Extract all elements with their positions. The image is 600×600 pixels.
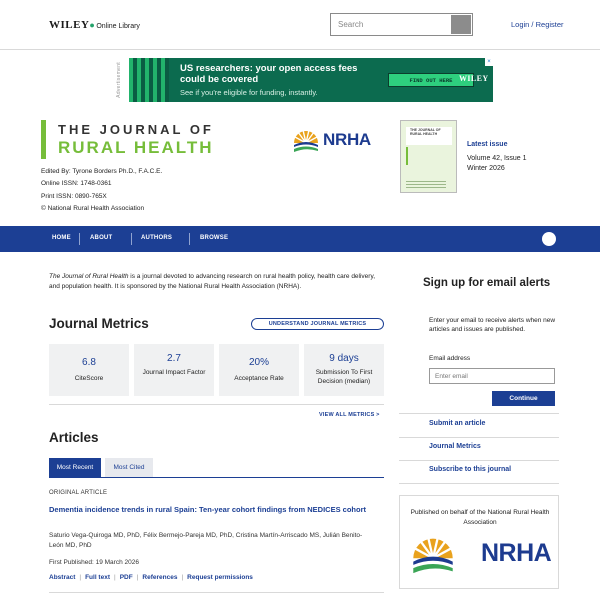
intro-text: is a journal devoted to advancing research on rural health policy, health care delivery, and population health. It is sponsored by the National Rural Health Association (NRHA). xyxy=(49,273,376,290)
nrha-logo-text: NRHA xyxy=(323,130,371,149)
nrha-big-logo-text[interactable]: NRHA xyxy=(481,539,552,567)
metric-card-citescore xyxy=(49,344,129,396)
journal-intro xyxy=(49,272,384,292)
journal-title-bar xyxy=(41,120,46,159)
tab-most-recent[interactable]: Most Recent xyxy=(49,458,101,477)
cover-title-text: THE JOURNAL OF RURAL HEALTH xyxy=(410,128,441,136)
link-separator: | xyxy=(114,574,116,581)
metric-card-impact-factor xyxy=(134,344,214,396)
published-on-behalf-box xyxy=(399,495,559,589)
cover-line xyxy=(406,184,446,185)
journal-metrics-heading: Journal Metrics xyxy=(49,316,149,331)
article-permissions-link[interactable]: Request permissions xyxy=(187,574,253,581)
metric-card-decision-time xyxy=(304,344,384,396)
article-divider xyxy=(49,592,384,593)
article-fulltext-link[interactable]: Full text xyxy=(85,574,110,581)
article-type: ORIGINAL ARTICLE xyxy=(49,490,108,496)
ad-subline: See if you're eligible for funding, instantly. xyxy=(180,88,318,97)
article-pdf-link[interactable]: PDF xyxy=(119,574,133,581)
cover-line xyxy=(406,181,446,182)
continue-button[interactable]: Continue xyxy=(492,391,555,406)
article-authors: Saturio Vega-Quiroga MD, PhD, Félix Bermejo-Pareja MD, PhD, Cristina Martín-Arriscado MS, Julián Benito-León MD, PhD xyxy=(49,532,363,549)
cover-accent-bar xyxy=(406,147,408,165)
logo-sub-text: Online Library xyxy=(96,23,140,30)
main-nav xyxy=(0,226,600,252)
journal-title-line2: RURAL HEALTH xyxy=(58,138,214,157)
metric-label: Acceptance Rate xyxy=(234,375,284,382)
ad-headline: US researchers: your open access fees could be covered xyxy=(180,63,358,85)
article-links xyxy=(49,574,257,581)
nav-menu-toggle-icon[interactable] xyxy=(542,232,556,246)
article-title-link[interactable]: Dementia incidence trends in rural Spain: Ten-year cohort findings from NEDICES cohort xyxy=(49,505,366,514)
metric-value: 2.7 xyxy=(167,353,181,364)
email-alerts-heading: Sign up for email alerts xyxy=(423,277,551,289)
top-header xyxy=(0,0,600,50)
nav-about[interactable]: ABOUT xyxy=(90,235,113,241)
nrha-logo[interactable] xyxy=(292,126,374,156)
metric-value: 9 days xyxy=(329,353,359,364)
nrha-sun-icon xyxy=(410,532,456,578)
link-separator: | xyxy=(181,574,184,581)
cover-line xyxy=(406,187,446,188)
nav-authors[interactable]: AUTHORS xyxy=(141,235,173,241)
journal-cover-image[interactable] xyxy=(400,120,457,193)
ad-close-icon[interactable]: × xyxy=(485,58,493,66)
logo-main-text: WILEY xyxy=(49,19,90,31)
ad-cta-button[interactable]: FIND OUT HERE xyxy=(388,73,474,87)
submit-article-link[interactable]: Submit an article xyxy=(429,420,486,427)
tab-underline xyxy=(49,477,384,478)
tab-most-cited[interactable]: Most Cited xyxy=(105,458,153,477)
article-published-date: First Published: 19 March 2026 xyxy=(49,559,139,566)
nav-separator xyxy=(189,233,190,245)
sidebar-divider xyxy=(399,437,559,438)
search-button[interactable] xyxy=(451,15,471,34)
view-all-metrics-link[interactable]: VIEW ALL METRICS > xyxy=(319,412,380,418)
article-abstract-link[interactable]: Abstract xyxy=(49,574,76,581)
sidebar-divider xyxy=(399,460,559,461)
search-input[interactable] xyxy=(331,14,452,35)
volume-issue: Volume 42, Issue 1 xyxy=(467,155,527,162)
metric-card-acceptance-rate xyxy=(219,344,299,396)
journal-editor: Edited By: Tyrone Borders Ph.D., F.A.C.E. xyxy=(41,168,163,175)
metric-label: Submission To First Decision (median) xyxy=(315,369,373,385)
link-separator: | xyxy=(79,574,82,581)
nav-separator xyxy=(131,233,132,245)
understand-metrics-button[interactable]: UNDERSTAND JOURNAL METRICS xyxy=(251,318,384,330)
email-alerts-description: Enter your email to receive alerts when new articles and issues are published. xyxy=(429,317,556,333)
ad-label: Advertisement xyxy=(116,62,122,98)
link-separator: | xyxy=(136,574,139,581)
online-issn: Online ISSN: 1748-0361 xyxy=(41,180,112,187)
latest-issue-link[interactable]: Latest issue xyxy=(467,141,508,148)
subscribe-link[interactable]: Subscribe to this journal xyxy=(429,466,512,473)
metric-value: 6.8 xyxy=(82,357,96,368)
intro-journal-name: The Journal of Rural Health xyxy=(49,273,129,280)
email-input[interactable] xyxy=(429,368,555,384)
sidebar-divider xyxy=(399,413,559,414)
login-register-link[interactable]: Login / Register xyxy=(511,20,564,29)
journal-title-line1: THE JOURNAL OF xyxy=(58,122,214,137)
sidebar-divider xyxy=(399,483,559,484)
ad-stripes-decoration xyxy=(129,58,169,102)
search-box xyxy=(330,13,473,36)
metric-label: CiteScore xyxy=(74,375,104,382)
issue-season: Winter 2026 xyxy=(467,165,505,172)
ad-brand: WILEY xyxy=(459,74,489,83)
logo-dot-icon: ● xyxy=(89,20,96,30)
published-on-behalf-text: Published on behalf of the National Rural Health Association xyxy=(410,509,550,526)
nav-browse[interactable]: BROWSE xyxy=(200,235,229,241)
nrha-sun-icon xyxy=(292,127,320,155)
print-issn: Print ISSN: 0890-765X xyxy=(41,193,107,200)
metric-value: 20% xyxy=(248,357,269,368)
metrics-divider xyxy=(49,404,384,405)
article-references-link[interactable]: References xyxy=(142,574,178,581)
metric-label: Journal Impact Factor xyxy=(142,369,206,376)
journal-copyright: © National Rural Health Association xyxy=(41,205,145,212)
nav-separator xyxy=(79,233,80,245)
email-label: Email address xyxy=(429,355,471,362)
nav-home[interactable]: HOME xyxy=(52,235,71,241)
advertisement-banner[interactable] xyxy=(129,58,493,102)
articles-heading: Articles xyxy=(49,430,99,445)
wiley-logo[interactable] xyxy=(49,19,140,31)
sidebar-metrics-link[interactable]: Journal Metrics xyxy=(429,443,481,450)
